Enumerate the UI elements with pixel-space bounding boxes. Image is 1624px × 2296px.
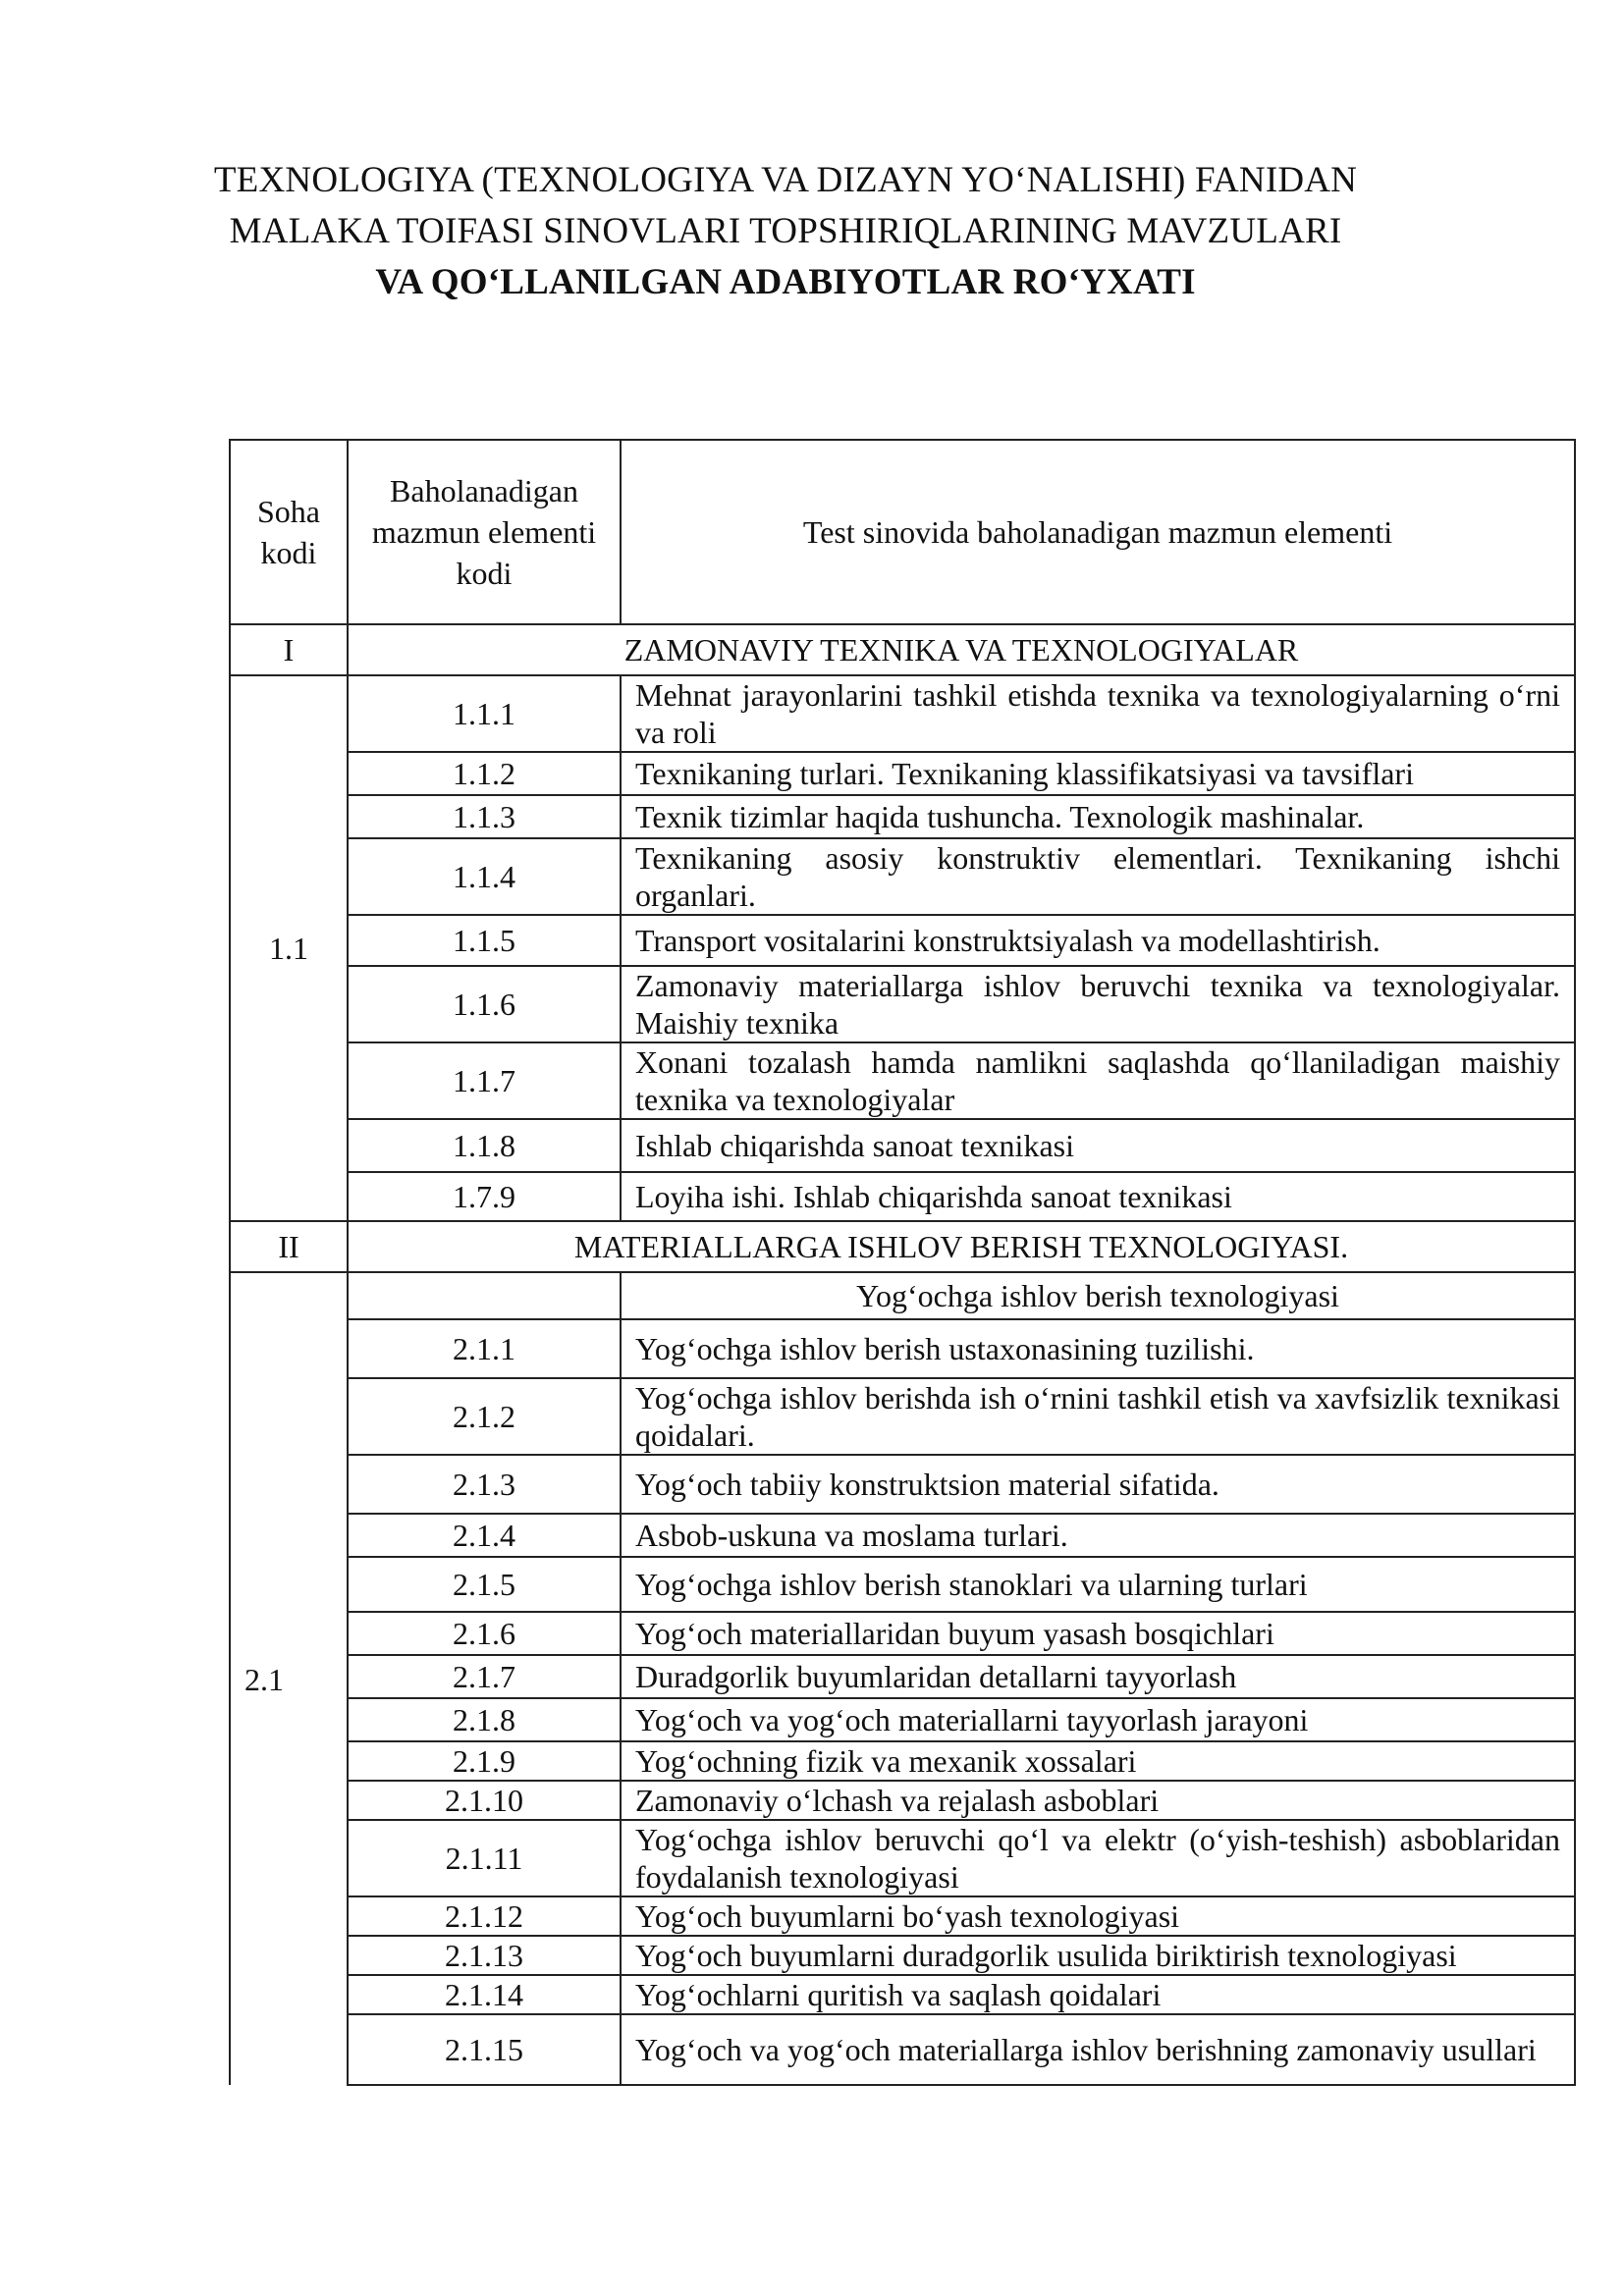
element-description: Ishlab chiqarishda sanoat texnikasi (621, 1119, 1575, 1172)
topics-table (229, 439, 1576, 2086)
element-code: 2.1.3 (348, 1455, 621, 1514)
element-code: 2.1.15 (348, 2014, 621, 2085)
element-description: Yog‘ochga ishlov berish stanoklari va ularning turlari (621, 1557, 1575, 1612)
section-row (230, 1221, 1575, 1272)
table-row (230, 1172, 1575, 1221)
element-description: Yog‘och tabiiy konstruktsion material sifatida. (621, 1455, 1575, 1514)
element-description: Xonani tozalash hamda namlikni saqlashda qo‘llaniladigan maishiy texnika va texnologiyalar (621, 1042, 1575, 1119)
element-description: Mehnat jarayonlarini tashkil etishda texnika va texnologiyalarning o‘rni va roli (621, 675, 1575, 752)
element-description: Texnik tizimlar haqida tushuncha. Texnologik mashinalar. (621, 795, 1575, 838)
title-line-2: MALAKA TOIFASI SINOVLARI TOPSHIRIQLARINING MAVZULARI (229, 211, 1342, 251)
element-description: Yog‘ochga ishlov beruvchi qo‘l va elektr (o‘yish-teshish) asboblaridan foydalanish texnologiyasi (621, 1820, 1575, 1896)
element-code: 2.1.12 (348, 1896, 621, 1936)
element-code: 2.1.5 (348, 1557, 621, 1612)
section-code: II (230, 1221, 348, 1272)
element-code: 2.1.2 (348, 1378, 621, 1455)
table-row (230, 1557, 1575, 1612)
table-row (230, 1042, 1575, 1119)
subsection-title: Yog‘ochga ishlov berish texnologiyasi (621, 1272, 1575, 1319)
table-row (230, 838, 1575, 915)
table-row (230, 1896, 1575, 1936)
element-code: 1.1.8 (348, 1119, 621, 1172)
table-row (230, 1936, 1575, 1975)
element-description: Loyiha ishi. Ishlab chiqarishda sanoat texnikasi (621, 1172, 1575, 1221)
area-code: 1.1 (230, 675, 348, 1221)
header-content-element: Test sinovida baholanadigan mazmun elementi (621, 440, 1575, 624)
table-row (230, 1612, 1575, 1655)
table-row (230, 1655, 1575, 1698)
element-description: Yog‘och va yog‘och materiallarni tayyorlash jarayoni (621, 1698, 1575, 1741)
table-row (230, 1514, 1575, 1557)
element-description: Zamonaviy o‘lchash va rejalash asboblari (621, 1781, 1575, 1820)
table-row (230, 1820, 1575, 1896)
header-element-code: Baholanadigan mazmun elementi kodi (348, 440, 621, 624)
table-row (230, 1319, 1575, 1378)
header-area-code: Soha kodi (230, 440, 348, 624)
table-row (230, 1975, 1575, 2014)
section-code: I (230, 624, 348, 675)
table-row (230, 675, 1575, 752)
element-code: 1.1.1 (348, 675, 621, 752)
element-code: 2.1.7 (348, 1655, 621, 1698)
element-description: Yog‘och buyumlarni bo‘yash texnologiyasi (621, 1896, 1575, 1936)
element-description: Yog‘ochning fizik va mexanik xossalari (621, 1741, 1575, 1781)
element-description: Yog‘ochga ishlov berishda ish o‘rnini tashkil etish va xavfsizlik texnikasi qoidalari. (621, 1378, 1575, 1455)
element-code: 1.7.9 (348, 1172, 621, 1221)
element-code: 1.1.3 (348, 795, 621, 838)
table-row (230, 752, 1575, 795)
table-row (230, 1378, 1575, 1455)
element-code: 2.1.9 (348, 1741, 621, 1781)
element-description: Transport vositalarini konstruktsiyalash va modellashtirish. (621, 915, 1575, 966)
table-row (230, 795, 1575, 838)
element-code: 1.1.4 (348, 838, 621, 915)
element-code: 1.1.7 (348, 1042, 621, 1119)
element-code: 2.1.10 (348, 1781, 621, 1820)
element-code: 1.1.5 (348, 915, 621, 966)
element-description: Texnikaning asosiy konstruktiv elementlari. Texnikaning ishchi organlari. (621, 838, 1575, 915)
element-code: 1.1.2 (348, 752, 621, 795)
element-code: 2.1.11 (348, 1820, 621, 1896)
element-code: 2.1.6 (348, 1612, 621, 1655)
area-code: 2.1 (230, 1272, 348, 2085)
element-description: Asbob-uskuna va moslama turlari. (621, 1514, 1575, 1557)
element-description: Yog‘och va yog‘och materiallarga ishlov berishning zamonaviy usullari (621, 2014, 1575, 2085)
table-row (230, 915, 1575, 966)
element-code: 2.1.1 (348, 1319, 621, 1378)
section-row (230, 624, 1575, 675)
title-line-1: TEXNOLOGIYA (TEXNOLOGIYA VA DIZAYN YO‘NALISHI) FANIDAN (213, 160, 1358, 200)
table-row (230, 1741, 1575, 1781)
element-description: Yog‘ochlarni quritish va saqlash qoidalari (621, 1975, 1575, 2014)
document-title (196, 155, 1375, 308)
subsection-code-empty (348, 1272, 621, 1319)
section-title: ZAMONAVIY TEXNIKA VA TEXNOLOGIYALAR (348, 624, 1575, 675)
element-description: Zamonaviy materiallarga ishlov beruvchi texnika va texnologiyalar. Maishiy texnika (621, 966, 1575, 1042)
table-row (230, 1698, 1575, 1741)
subsection-row (230, 1272, 1575, 1319)
element-description: Yog‘och buyumlarni duradgorlik usulida biriktirish texnologiyasi (621, 1936, 1575, 1975)
element-description: Duradgorlik buyumlaridan detallarni tayyorlash (621, 1655, 1575, 1698)
table-row (230, 2014, 1575, 2085)
table-header-row (230, 440, 1575, 624)
element-description: Texnikaning turlari. Texnikaning klassifikatsiyasi va tavsiflari (621, 752, 1575, 795)
element-description: Yog‘ochga ishlov berish ustaxonasining tuzilishi. (621, 1319, 1575, 1378)
element-code: 2.1.14 (348, 1975, 621, 2014)
element-code: 1.1.6 (348, 966, 621, 1042)
element-description: Yog‘och materiallaridan buyum yasash bosqichlari (621, 1612, 1575, 1655)
table-row (230, 1781, 1575, 1820)
element-code: 2.1.8 (348, 1698, 621, 1741)
title-line-3: VA QO‘LLANILGAN ADABIYOTLAR RO‘YXATI (375, 262, 1196, 302)
table-row (230, 1119, 1575, 1172)
element-code: 2.1.13 (348, 1936, 621, 1975)
table-row (230, 1455, 1575, 1514)
element-code: 2.1.4 (348, 1514, 621, 1557)
section-title: MATERIALLARGA ISHLOV BERISH TEXNOLOGIYASI. (348, 1221, 1575, 1272)
table-row (230, 966, 1575, 1042)
